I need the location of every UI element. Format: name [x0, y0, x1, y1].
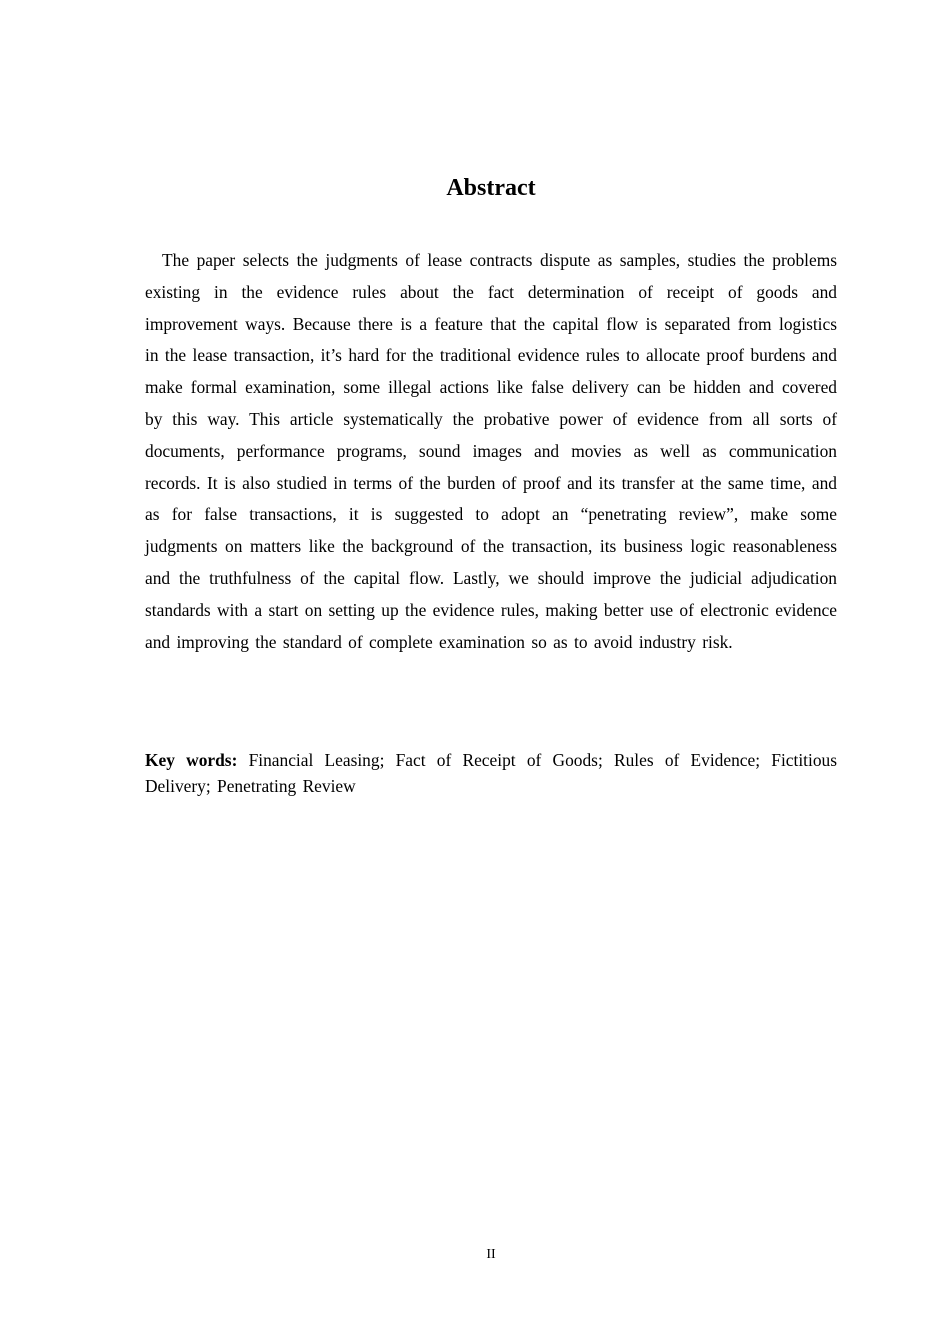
abstract-title: Abstract [446, 175, 536, 201]
keywords-label: Key words: [145, 750, 238, 770]
page-number: II [486, 1247, 496, 1262]
keywords-paragraph [145, 748, 837, 799]
keywords-list: Financial Leasing; Fact of Receipt of Goods; Rules of Evidence; Fictitious Delivery; Penetrating Review [145, 750, 837, 796]
abstract-body: The paper selects the judgments of lease contracts dispute as samples, studies the problems existing in the evidence rules about the fact determination of receipt of goods and improvement ways. Because there is a feature that the capital flow is separated from logistics in the lease transaction, it’s hard for the traditional evidence rules to allocate proof burdens and make formal examination, some illegal actions like false delivery can be hidden and covered by this way. This article systematically the probative power of evidence from all sorts of documents, performance programs, sound images and movies as well as communication records. It is also studied in terms of the burden of proof and its transfer at the same time, and as for false transactions, it is suggested to adopt an “penetrating review”, make some judgments on matters like the background of the transaction, its business logic reasonableness and the truthfulness of the capital flow. Lastly, we should improve the judicial adjudication standards with a start on setting up the evidence rules, making better use of electronic evidence and improving the standard of complete examination so as to avoid industry risk. [145, 250, 837, 652]
